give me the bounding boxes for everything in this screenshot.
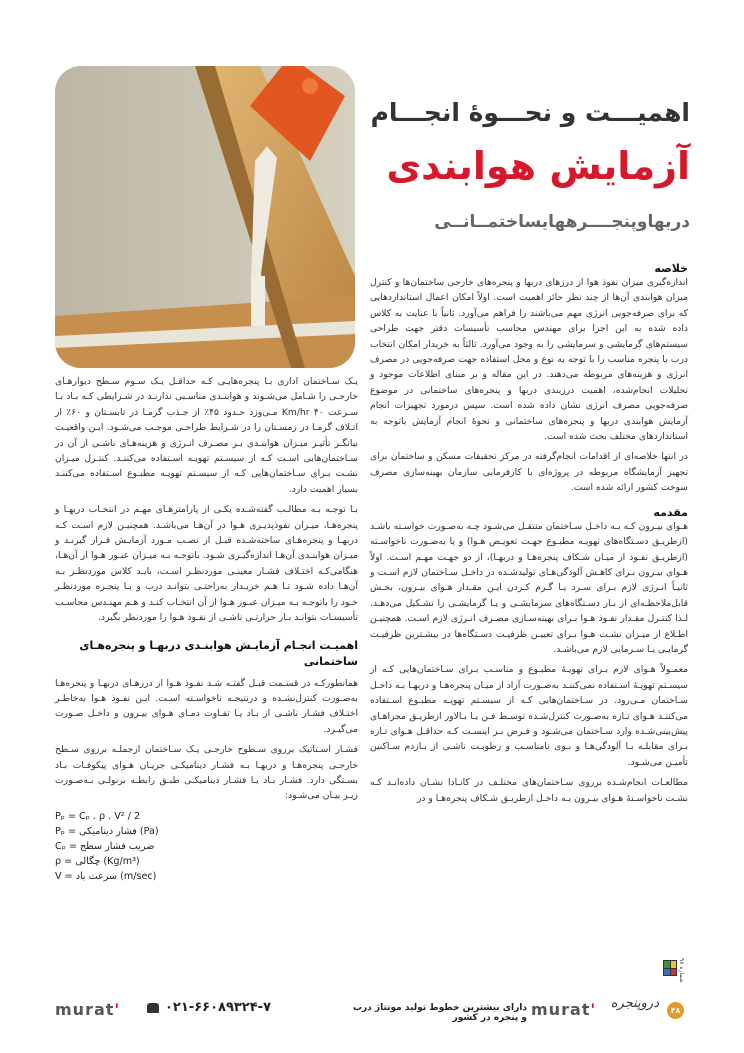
subtitle: دربهاوپنجــــرههایساختمــانــی xyxy=(434,212,690,232)
murat-logo-left-mark: ' xyxy=(114,1000,121,1019)
intro-paragraph-2: معمـولاً هـوای لازم بـرای تهویـۀ مطبـوع و مناسـب بـرای سـاختمان‌هایی کـه از سیسـتم تهویـۀ اسـتفاده نمی‌کننـد به‌صـورت آزاد از میـان پنجره‌هـا و دربهـا بـه داخـل سـاختمان مـی‌رود. در سـاختمان‌هایی کـه از سیسـتم تهویـه مطبـوع اسـتفاده می‌کننـد هـوای تـازه به‌صـورت کنترل‌شـده توسـط فـن یـا بـالاور ازطریـق مجراهـای پیش‌بینی‌شـده وارد سـاختمان می‌شـود و فـرض بـر اینسـت کـه حداقـل هـوای تـازه بـرای مقابلـه بـا آلودگی‌هـا و بـوی نامناسـب و رطوبـت ناشـی از بـازدم سـاکنین تأمیـن می‌شـود. xyxy=(370,664,688,768)
title-line-2: آزمایش هوابندی xyxy=(386,144,690,188)
caulking-illustration xyxy=(55,66,355,368)
left-heading: اهمیـت انجـام آزمایـش هوابنـدی دربهـا و پنجره‌هـای ساختمانی xyxy=(79,638,358,668)
formula-line-3: Cₚ = ضریب فشار سطح xyxy=(55,840,155,852)
left-column xyxy=(55,374,358,884)
left-paragraph-2: بـا توجـه بـه مطالـب گفته‌شـده یکـی از پارامترهـای مهـم در انتخـاب دربهـا و پنجره‌هـا، میـزان نفوذپذیـری هـوا در آن‌هـا می‌باشـد. همچنیـن لازم اسـت کـه دربهـا و پنجره‌هـای ساخته‌شـده قبـل از نصـب مـورد آزمایـش قـرار گیرنـد و میـزان هوابنـدی آن‌هـا اندازه‌گیـری شـود. باتوجـه بـه میـزان عبـور هـوا از آن‌هـا، هنگامی‌کـه اختـلاف فشـار معینـی موردنظـر اسـت، بایـد کلاس موردنظـر بـه آن‌هـا داده شـود تـا هـم خریـدار به‌راحتـی بتوانـد درب و یـا پنجـره موردنظـر خـود را باتوجـه بـه میـزان عبـور هـوا از آن انتخـاب کنـد و هـم مهنـدس محاسـب تأسیسـات بتوانـد بـار حرارتـی ناشـی از نفـوذ هـوا را موردنظر بگیرد. xyxy=(55,504,358,624)
murat-logo-center-mark: ' xyxy=(590,1000,597,1019)
phone-number: ۰۲۱-۶۶۰۸۹۳۲۴-۷ xyxy=(165,1000,272,1015)
formula-line-5: V = سرعت باد (m/sec) xyxy=(55,870,157,882)
formula-line-1: Pₚ = Cₚ . ρ . V² / 2 xyxy=(55,810,141,822)
murat-logo-left xyxy=(55,1000,120,1019)
intro-paragraph-3: مطالعـات انجام‌شـده برروی سـاختمان‌های مختلـف در کانـادا نشـان داده‌انـد کـه نشـت ناخواسـتۀ هـوای بیـرون بـه داخـل ازطریـق شـکاف پنجره‌هـا و در xyxy=(370,777,688,804)
window-logo-icon xyxy=(663,960,677,976)
summary-paragraph-2: در انتها خلاصه‌ای از اقدامات انجام‌گرفته در مرکز تحقیقات مسکن و ساختمان برای تجهیز آزمایشگاه مربوطه در پروژه‌ای با کارفرمایی سازمان بهینه‌سازی مصرف سوخت کشور ارائه شده است. xyxy=(370,451,688,494)
summary-paragraph-1: اندازه‌گیری میزان نفوذ هوا از درزهای دربها و پنجره‌های خارجی ساختمان‌ها و کنترل میزان هوابندی آن‌ها از چند نظر حائز اهمیت است. اولاً امکان اعمال استانداردهایی که برای صرفه‌جویی انرژی مهم می‌باشند را فراهم می‌آورد. ثانیاً با عنایت به کلاس داده شده به این اجزا برای مهندس محاسب تأسیسات دقتر جهت طراحی سیستم‌های گرمایشی و سرمایشی را به وجود می‌آورد. ثالثاً به خریدار امکان انتخاب درب یا پنجره مناسب را با توجه به نوع و محل استفاده جهت صرفه‌جویی در مصرف انرژی و هزینه‌های مربوطه می‌دهند. در این مقاله و بر مبنای اطلاعات موجود و تحلیلات انجام‌شده، اهمیت درزبندی دربها و پنجره‌های ساختمانی در موضوع صرفه‌جویی مصرف انرژی نشان داده شده است. سپس درمورد تجهیزات انجام آزمایش هوابندی دربها و پنجره‌های ساختمانی و نحوۀ انجام آزمایش باتوجه به استانداردهای مختلف بحث شده است. xyxy=(370,277,688,443)
murat-logo-center-text: murat xyxy=(531,1000,591,1019)
footer-slogan: دارای بیشترین خطوط تولید مونتاژ درب و پنجره در کشور xyxy=(352,1003,527,1023)
page-number: ۴۸ xyxy=(667,1002,684,1019)
intro-paragraph-1: هـوای بیـرون کـه بـه داخـل سـاختمان منتقـل می‌شـود چـه به‌صـورت خواسـته باشـد (ازطریـق دسـتگاه‌های تهویـه مطبـوع جهـت تعویـض هـوا) و یا به‌صـورت ناخواسـته (ازطریـق نفـوذ از میـان شـکاف پنجره‌هـا و دربهـا)، از دو جهـت مهـم اسـت. اولاً هـوای بیـرون بـرای کاهـش آلودگی‌هـای تولیدشـده در داخـل سـاختمان لازم اسـت و ثانیـاً انـرژی لازم بـرای سـرد یـا گـرم کـردن ایـن مقـدار هـوای بیـرون، بخـش قابل‌ملاحظـه‌ای از بـار دسـتگاه‌های سرمایشـی و یـا گرمایشـی را تشـکیل می‌دهـد. لـذا کنتـرل مقـدار نفـوذ هـوا بـرای بهینه‌سـازی مصـرف انـرژی لازم اسـت. همچنیـن اطـلاع از میـزان نشـت هـوا بـرای تعییـن ظرفیـت دسـتگاه‌ها در بیشـترین ظرفیـت گرمایـی یـا سـرمایی لازم می‌باشـد. xyxy=(370,520,688,655)
bernoulli-formula xyxy=(55,809,358,884)
summary-heading: خلاصه xyxy=(654,262,688,275)
formula-line-2: Pₚ = فشار دینامیکی (Pa) xyxy=(55,825,159,837)
phone-icon xyxy=(147,1003,159,1013)
left-paragraph-1: یـک سـاختمان اداری بـا پنجره‌هایـی کـه حداقـل یـک سـوم سـطح دیوارهـای خارجـی را شـامل می‌شـوند و هوابنـدی مناسـبی ندارنـد در شـرایطی کـه بـاد بـا سـرعت ۴۰ Km/hr مـی‌وزد حـدود ۴۵٪ از جـذب گرمـا در تابسـتان و ۶۰٪ از اتـلاف گرمـا در زمسـتان را در شـرایط طراحـی موجـب می‌شـود. ایـن واقعیـت بیانگـر تأثیـر میـزان هوابنـدی بـر مصـرف انـرژی و هزینه‌هـای ناشـی از آن در سـاختمان‌هایی اسـت کـه از سیسـتم تهویـه اسـتفاده می‌کننـد. کنتـرل میـزان نشـت بـرای سـاختمان‌هایی کـه از سیسـتم تهویـه مطبـوع اسـتفاده می‌کننـد بسیار اهمیت دارد. xyxy=(55,376,359,495)
murat-logo-center xyxy=(531,1000,596,1019)
issue-number: شماره ۹۸ xyxy=(678,958,685,983)
murat-logo-left-text: murat xyxy=(55,1000,115,1019)
right-column xyxy=(370,262,688,811)
intro-heading: مقدمه xyxy=(653,505,688,519)
formula-line-4: ρ = چگالی (Kg/m³) xyxy=(55,855,140,867)
footer xyxy=(55,958,690,1034)
caulking-photo xyxy=(55,66,355,368)
brand-name: دروپنجره xyxy=(610,996,659,1011)
left-paragraph-4: فشـار اسـتاتیک برروی سـطوح خارجـی یـک سـاختمان ازجملـه برروی سـطح خارجـی پنجره‌هـا و دربهـا بـه فشـار دینامیکـی جریـان هـوای پیکوفـات بـاد بسـتگی دارد. فشـار بـاد یـا فشـار دینامیکـی طبـق رابطـه برنولـی بـه‌صـورت زیـر بیـان می‌شـود: xyxy=(55,744,358,802)
title-line-1: اهمیـــت و نحـــوۀ انجـــام xyxy=(370,98,690,127)
left-paragraph-3: همانطورکـه در قسـمت قبـل گفتـه شـد نفـوذ هـوا از درزهـای دربهـا و پنجره‌هـا به‌صـورت کنترل‌نشـده و درنتیجـه ناخواسـته اسـت. ایـن نفـوذ هـوا به‌خاطـر اختـلاف فشـار ناشـی از بـاد یـا تفـاوت دمـای هـوای بیـرون و داخـل صـورت می‌گیـرد. xyxy=(55,677,358,735)
